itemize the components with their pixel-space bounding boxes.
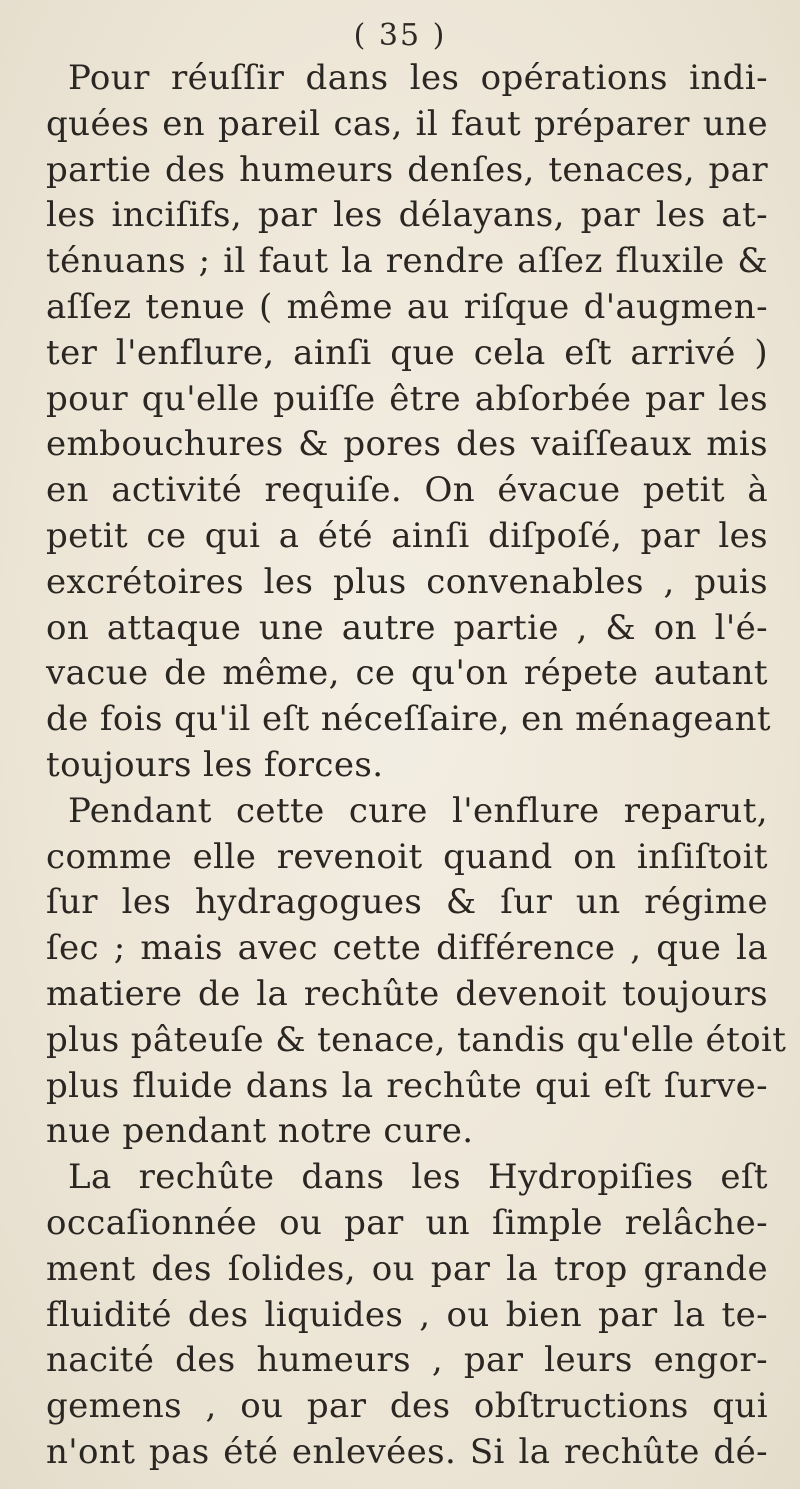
text-line: ſec ; mais avec cette différence , que la [46, 928, 768, 969]
text-line: pour qu'elle puiſſe être abſorbée par les [46, 378, 768, 419]
body-text [46, 56, 787, 1476]
text-line: occaſionnée ou par un ſimple relâche- [46, 1202, 768, 1243]
text-line: nue pendant notre cure. [46, 1111, 474, 1152]
text-line: comme elle revenoit quand on inſiſtoit [46, 836, 768, 877]
text-line: partie des humeurs denſes, tenaces, par [46, 149, 768, 190]
text-line: toujours les forces. [46, 744, 384, 785]
text-line: fluidité des liquides , ou bien par la te- [46, 1294, 768, 1335]
text-line: aſſez tenue ( même au riſque d'augmen- [46, 286, 768, 327]
text-line: en activité requiſe. On évacue petit à [46, 470, 768, 511]
text-line: gemens , ou par des obſtructions qui [46, 1386, 768, 1427]
text-line: on attaque une autre partie , & on l'é- [46, 607, 768, 648]
text-line: les inciſifs, par les délayans, par les at- [46, 195, 768, 236]
text-line: nacité des humeurs , par leurs engor- [46, 1340, 768, 1381]
text-line: Pour réuſſir dans les opérations indi- [68, 58, 768, 98]
text-line: excrétoires les plus convenables , puis [46, 561, 768, 602]
text-line: plus fluide dans la rechûte qui eſt ſurve- [46, 1065, 768, 1106]
text-line: petit ce qui a été ainſi diſpoſé, par les [46, 515, 768, 556]
text-line: plus pâteuſe & tenace, tandis qu'elle étoit [46, 1019, 787, 1060]
text-line: ter l'enflure, ainſi que cela eſt arrivé ) [46, 332, 768, 373]
text-line: de fois qu'il eſt néceſſaire, en ménageant [46, 699, 771, 740]
text-line: quées en pareil cas, il faut préparer une [46, 103, 768, 144]
text-line: ténuans ; il faut la rendre aſſez fluxile & [46, 241, 768, 282]
text-line: embouchures & pores des vaiſſeaux mis [46, 424, 768, 465]
text-line: ſur les hydragogues & ſur un régime [46, 882, 768, 923]
text-line: La rechûte dans les Hydropiſies eſt [68, 1157, 768, 1198]
text-line: ment des ſolides, ou par la trop grande [46, 1248, 768, 1289]
text-line: Pendant cette cure l'enflure reparut, [68, 790, 768, 831]
text-line: vacue de même, ce qu'on répete autant [46, 653, 768, 694]
text-line: n'ont pas été enlevées. Si la rechûte dé- [46, 1431, 768, 1472]
text-line: matiere de la rechûte devenoit toujours [46, 973, 768, 1014]
page-number: ( 35 ) [353, 18, 447, 53]
